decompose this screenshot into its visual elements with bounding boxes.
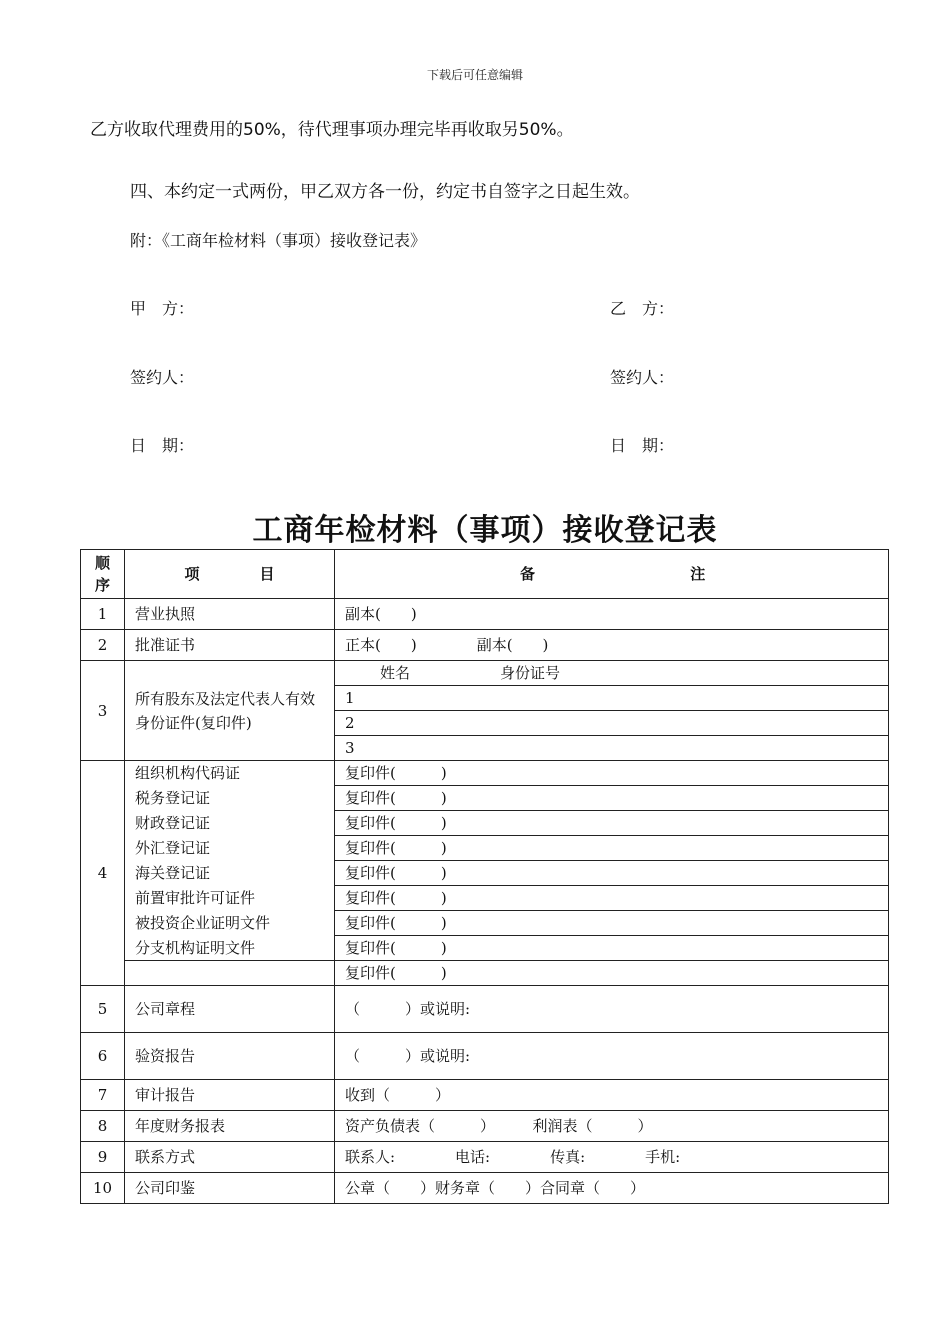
row-note: 复印件( ) (335, 761, 889, 786)
row-item: 公司章程 (125, 986, 335, 1033)
row-note: 联系人: 电话: 传真: 手机: (335, 1142, 889, 1173)
row-note: 资产负债表（ ） 利润表（ ） (335, 1111, 889, 1142)
row-item: 年度财务报表 (125, 1111, 335, 1142)
header-note-right: 注 (690, 565, 706, 583)
id-subheader: 姓名 身份证号 (335, 661, 889, 686)
row-seq: 2 (81, 630, 125, 661)
paragraph-attachment: 附：《工商年检材料（事项）接收登记表》 (130, 231, 427, 250)
row-note: 复印件( ) (335, 961, 889, 986)
header-note (335, 550, 889, 599)
row-note: 正本( ) 副本( ) (335, 630, 889, 661)
signer-a-label: 签约人： (130, 368, 195, 387)
table-title: 工商年检材料（事项）接收登记表 (252, 513, 718, 548)
table-row (81, 786, 889, 811)
row-item: 税务登记证 (125, 786, 335, 811)
party-a-label: 甲 方： (130, 299, 195, 318)
table-row (81, 1173, 889, 1204)
row-seq: 1 (81, 599, 125, 630)
table-row (81, 811, 889, 836)
date-a-label: 日 期： (130, 436, 195, 455)
row-note: 副本( ) (335, 599, 889, 630)
row-item: 所有股东及法定代表人有效身份证件(复印件) (125, 661, 335, 761)
row-item: 联系方式 (125, 1142, 335, 1173)
row-note: 复印件( ) (335, 936, 889, 961)
row-item: 海关登记证 (125, 861, 335, 886)
id-line: 3 (335, 736, 889, 761)
row-item: 财政登记证 (125, 811, 335, 836)
row-note: （ ）或说明: (335, 986, 889, 1033)
row-seq: 6 (81, 1033, 125, 1080)
row-item: 验资报告 (125, 1033, 335, 1080)
row-item: 前置审批许可证件 (125, 886, 335, 911)
row-note: 复印件( ) (335, 786, 889, 811)
row-item: 营业执照 (125, 599, 335, 630)
table-row (81, 936, 889, 961)
row-note: 复印件( ) (335, 886, 889, 911)
row-note: 收到（ ） (335, 1080, 889, 1111)
table-row (81, 630, 889, 661)
table-row (81, 661, 889, 686)
page-header: 下载后可任意编辑 (426, 68, 523, 82)
header-note-left: 备 (520, 565, 536, 583)
table-row (81, 761, 889, 786)
table-row (81, 1080, 889, 1111)
row-seq: 9 (81, 1142, 125, 1173)
row-item: 批准证书 (125, 630, 335, 661)
table-row (81, 986, 889, 1033)
party-b-label: 乙 方： (610, 299, 675, 318)
row-seq: 5 (81, 986, 125, 1033)
signer-b-label: 签约人： (610, 368, 675, 387)
table-header-row (81, 550, 889, 599)
row-item: 审计报告 (125, 1080, 335, 1111)
row-seq: 3 (81, 661, 125, 761)
row-note: （ ）或说明: (335, 1033, 889, 1080)
table-row (81, 1033, 889, 1080)
header-item: 项 目 (125, 550, 335, 599)
row-note: 复印件( ) (335, 911, 889, 936)
paragraph-copies-clause: 四、本约定一式两份，甲乙双方各一份，约定书自签字之日起生效。 (130, 182, 640, 202)
table-row (81, 961, 889, 986)
table-row (81, 911, 889, 936)
paragraph-fee-terms: 乙方收取代理费用的50%，待代理事项办理完毕再收取另50%。 (90, 120, 574, 140)
table-row (81, 1111, 889, 1142)
row-item: 被投资企业证明文件 (125, 911, 335, 936)
id-line: 2 (335, 711, 889, 736)
table-row (81, 1142, 889, 1173)
table-row (81, 836, 889, 861)
row-note: 公章（ ）财务章（ ）合同章（ ） (335, 1173, 889, 1204)
date-b-label: 日 期： (610, 436, 675, 455)
row-item: 分支机构证明文件 (125, 936, 335, 961)
table-row (81, 599, 889, 630)
row-item: 组织机构代码证 (125, 761, 335, 786)
table-row (81, 886, 889, 911)
table-row (81, 861, 889, 886)
row-note: 复印件( ) (335, 811, 889, 836)
row-item: 外汇登记证 (125, 836, 335, 861)
header-seq: 顺序 (81, 550, 125, 599)
row-seq: 10 (81, 1173, 125, 1204)
row-item (125, 961, 335, 986)
id-line: 1 (335, 686, 889, 711)
row-seq: 7 (81, 1080, 125, 1111)
row-item: 公司印鉴 (125, 1173, 335, 1204)
row-seq: 8 (81, 1111, 125, 1142)
row-note: 复印件( ) (335, 836, 889, 861)
row-seq: 4 (81, 761, 125, 986)
registration-table (80, 549, 889, 1204)
row-note: 复印件( ) (335, 861, 889, 886)
